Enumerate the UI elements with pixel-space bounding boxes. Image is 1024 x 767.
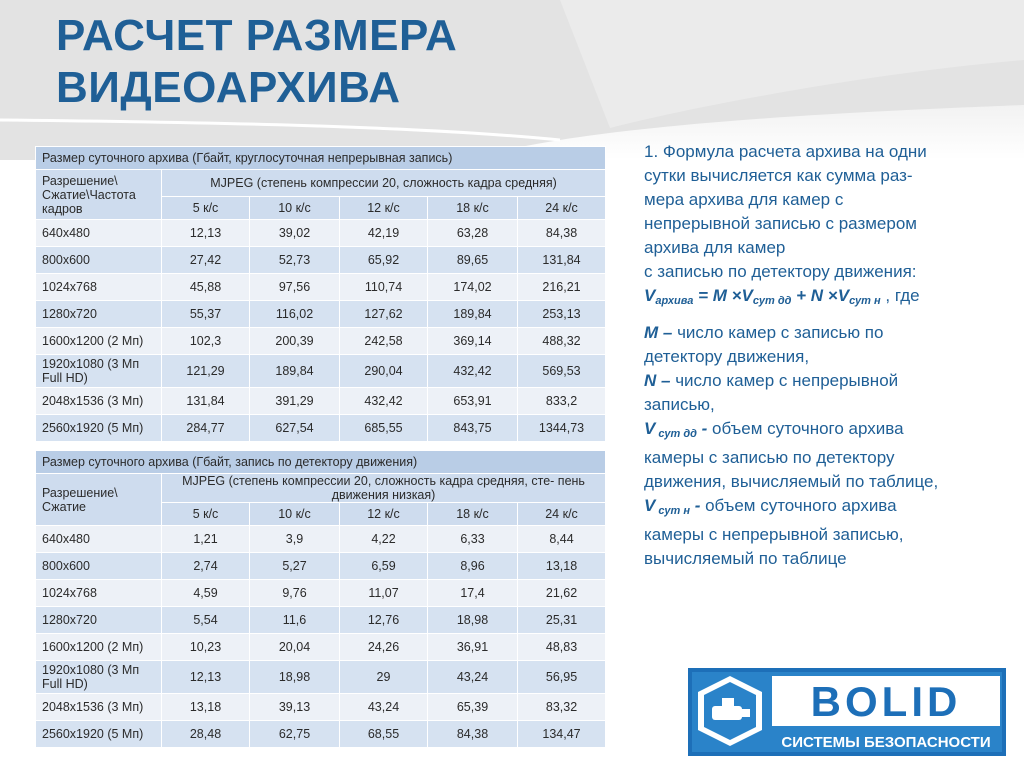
table-cell: 10,23 — [162, 634, 250, 661]
table-cell: 63,28 — [428, 220, 518, 247]
table-row — [36, 328, 606, 355]
table-cell: 28,48 — [162, 721, 250, 748]
table-cell: 18,98 — [250, 661, 340, 694]
formula: Vархива = M ×Vсут дд + N ×Vсут н , где — [644, 286, 920, 307]
table1-caption: Размер суточного архива (Гбайт, круглосуточная непрерывная запись) — [36, 147, 606, 170]
archive-table — [35, 146, 606, 748]
table-cell: 18,98 — [428, 607, 518, 634]
table-cell: 6,59 — [340, 553, 428, 580]
table-cell: 11,6 — [250, 607, 340, 634]
table1-fps-header: 24 к/с — [518, 197, 606, 220]
table1-codec-header: MJPEG (степень компрессии 20, сложность кадра средняя) — [162, 170, 606, 197]
table-cell: 102,3 — [162, 328, 250, 355]
table-cell: 45,88 — [162, 274, 250, 301]
table-cell: 4,59 — [162, 580, 250, 607]
table-cell: 3,9 — [250, 526, 340, 553]
table-gap — [36, 442, 606, 451]
table-cell: 216,21 — [518, 274, 606, 301]
table-cell: 83,32 — [518, 694, 606, 721]
table-cell: 27,42 — [162, 247, 250, 274]
table-cell: 21,62 — [518, 580, 606, 607]
row-label: 640x480 — [36, 220, 162, 247]
table-row — [36, 661, 606, 694]
title-line-1: РАСЧЕТ РАЗМЕРА — [56, 11, 458, 60]
archive-size-tables — [35, 146, 605, 741]
table-cell: 290,04 — [340, 355, 428, 388]
table-cell: 25,31 — [518, 607, 606, 634]
table-cell: 48,83 — [518, 634, 606, 661]
table-cell: 84,38 — [518, 220, 606, 247]
table-cell: 12,76 — [340, 607, 428, 634]
table1-corner-header: Разрешение\ Сжатие\Частота кадров — [36, 170, 162, 220]
table-cell: 1344,73 — [518, 415, 606, 442]
svg-text:BOLID: BOLID — [810, 678, 962, 725]
table-cell: 9,76 — [250, 580, 340, 607]
row-label: 1280x720 — [36, 301, 162, 328]
table-cell: 134,47 — [518, 721, 606, 748]
table-cell: 12,13 — [162, 220, 250, 247]
table-cell: 189,84 — [250, 355, 340, 388]
table-cell: 84,38 — [428, 721, 518, 748]
table-cell: 127,62 — [340, 301, 428, 328]
table-cell: 6,33 — [428, 526, 518, 553]
table-cell: 391,29 — [250, 388, 340, 415]
table1-fps-header: 18 к/с — [428, 197, 518, 220]
table-cell: 116,02 — [250, 301, 340, 328]
table-cell: 569,53 — [518, 355, 606, 388]
table-row — [36, 694, 606, 721]
table-row — [36, 580, 606, 607]
row-label: 2048x1536 (3 Мп) — [36, 388, 162, 415]
table-cell: 36,91 — [428, 634, 518, 661]
title-line-2: ВИДЕОАРХИВА — [56, 63, 401, 112]
bolid-logo — [688, 668, 1006, 756]
table2-fps-header: 12 к/с — [340, 503, 428, 526]
table2-codec-header: MJPEG (степень компрессии 20, сложность кадра средняя, сте- пень движения низкая) — [162, 474, 606, 503]
table-row — [36, 220, 606, 247]
table-cell: 89,65 — [428, 247, 518, 274]
table-cell: 42,19 — [340, 220, 428, 247]
row-label: 1600x1200 (2 Мп) — [36, 634, 162, 661]
row-label: 2048x1536 (3 Мп) — [36, 694, 162, 721]
table-cell: 24,26 — [340, 634, 428, 661]
table-cell: 56,95 — [518, 661, 606, 694]
table-cell: 843,75 — [428, 415, 518, 442]
table-row — [36, 721, 606, 748]
definition-m: M – число камер с записью по детектору движения, — [644, 323, 884, 366]
definition-v-n: V сут н - объем суточного архива камеры с непрерывной записью, вычисляемый по таблице — [644, 496, 904, 568]
table-cell: 65,39 — [428, 694, 518, 721]
table2-fps-header: 5 к/с — [162, 503, 250, 526]
table-cell: 1,21 — [162, 526, 250, 553]
table-cell: 39,13 — [250, 694, 340, 721]
table-cell: 8,96 — [428, 553, 518, 580]
table-row — [36, 553, 606, 580]
table-cell: 65,92 — [340, 247, 428, 274]
table-cell: 189,84 — [428, 301, 518, 328]
table-cell: 653,91 — [428, 388, 518, 415]
table-cell: 488,32 — [518, 328, 606, 355]
svg-text:СИСТЕМЫ БЕЗОПАСНОСТИ: СИСТЕМЫ БЕЗОПАСНОСТИ — [781, 734, 991, 751]
table2-caption: Размер суточного архива (Гбайт, запись по детектору движения) — [36, 451, 606, 474]
table-cell: 62,75 — [250, 721, 340, 748]
page-title — [56, 10, 457, 114]
table-row — [36, 388, 606, 415]
definition-v-dd: V сут дд - объем суточного архива камеры с записью по детектору движения, вычисляемый по таблице, — [644, 419, 939, 491]
row-label: 2560x1920 (5 Мп) — [36, 721, 162, 748]
table-cell: 43,24 — [428, 661, 518, 694]
table-cell: 68,55 — [340, 721, 428, 748]
table-cell: 369,14 — [428, 328, 518, 355]
table-cell: 200,39 — [250, 328, 340, 355]
table-cell: 11,07 — [340, 580, 428, 607]
row-label: 1280x720 — [36, 607, 162, 634]
row-label: 800x600 — [36, 553, 162, 580]
row-label: 1920x1080 (3 Мп Full HD) — [36, 661, 162, 694]
table-cell: 4,22 — [340, 526, 428, 553]
definition-n: N – число камер с непрерывной записью, — [644, 371, 899, 414]
table-cell: 55,37 — [162, 301, 250, 328]
table-cell: 432,42 — [340, 388, 428, 415]
row-label: 2560x1920 (5 Мп) — [36, 415, 162, 442]
table1-fps-header: 5 к/с — [162, 197, 250, 220]
table-cell: 174,02 — [428, 274, 518, 301]
table-cell: 284,77 — [162, 415, 250, 442]
table-cell: 5,54 — [162, 607, 250, 634]
table-row — [36, 301, 606, 328]
table2-fps-header: 24 к/с — [518, 503, 606, 526]
table-row — [36, 526, 606, 553]
intro-paragraph: 1. Формула расчета архива на одни сутки вычисляется как сумма раз- мера архива для камер с непрерывной записью с размером архива для камер с записью по детектору движения: — [644, 142, 927, 281]
table-row — [36, 607, 606, 634]
row-label: 800x600 — [36, 247, 162, 274]
table2-fps-header: 10 к/с — [250, 503, 340, 526]
table-cell: 253,13 — [518, 301, 606, 328]
table-cell: 20,04 — [250, 634, 340, 661]
table-cell: 121,29 — [162, 355, 250, 388]
table-row — [36, 634, 606, 661]
table-cell: 685,55 — [340, 415, 428, 442]
table-cell: 2,74 — [162, 553, 250, 580]
table-cell: 29 — [340, 661, 428, 694]
row-label: 1920x1080 (3 Мп Full HD) — [36, 355, 162, 388]
table-cell: 5,27 — [250, 553, 340, 580]
table-cell: 13,18 — [518, 553, 606, 580]
table-cell: 17,4 — [428, 580, 518, 607]
table1-fps-header: 10 к/с — [250, 197, 340, 220]
table-row — [36, 247, 606, 274]
table-row — [36, 355, 606, 388]
table-cell: 97,56 — [250, 274, 340, 301]
table-cell: 110,74 — [340, 274, 428, 301]
table2-header-row — [36, 474, 606, 503]
table-cell: 131,84 — [518, 247, 606, 274]
row-label: 1024x768 — [36, 580, 162, 607]
table-cell: 8,44 — [518, 526, 606, 553]
table-row — [36, 274, 606, 301]
table-cell: 43,24 — [340, 694, 428, 721]
table1-fps-header: 12 к/с — [340, 197, 428, 220]
table-cell: 131,84 — [162, 388, 250, 415]
table2-caption-row — [36, 451, 606, 474]
row-label: 1024x768 — [36, 274, 162, 301]
table2-corner-header: Разрешение\ Сжатие — [36, 474, 162, 526]
table-cell: 12,13 — [162, 661, 250, 694]
row-label: 1600x1200 (2 Мп) — [36, 328, 162, 355]
table-cell: 627,54 — [250, 415, 340, 442]
formula-explanation — [644, 140, 994, 571]
table-cell: 242,58 — [340, 328, 428, 355]
table-cell: 432,42 — [428, 355, 518, 388]
table-cell: 833,2 — [518, 388, 606, 415]
table-cell: 52,73 — [250, 247, 340, 274]
table1-caption-row — [36, 147, 606, 170]
table-row — [36, 415, 606, 442]
table-cell: 39,02 — [250, 220, 340, 247]
table1-header-row — [36, 170, 606, 197]
table-cell: 13,18 — [162, 694, 250, 721]
table2-fps-header: 18 к/с — [428, 503, 518, 526]
row-label: 640x480 — [36, 526, 162, 553]
